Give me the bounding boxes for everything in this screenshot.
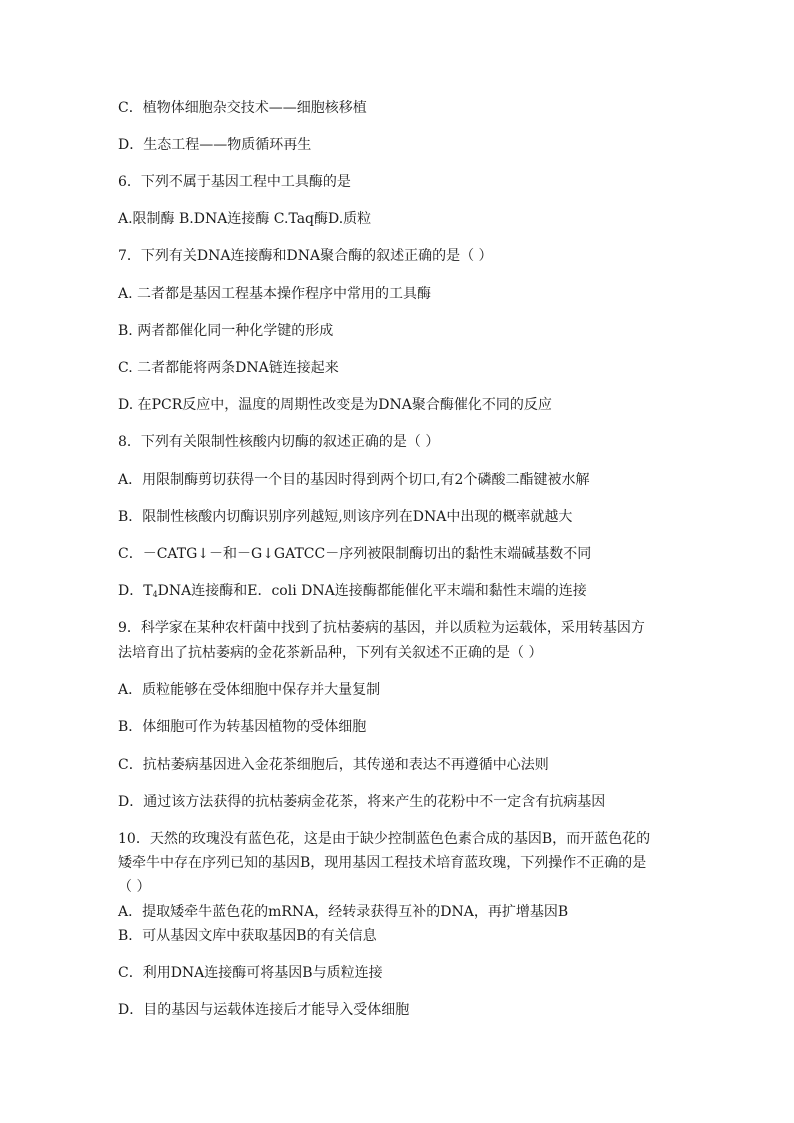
- option-5c: C．植物体细胞杂交技术——细胞核移植: [118, 100, 367, 116]
- option-8d-text: DNA连接酶和E．coli DNA连接酶都能催化平末端和黏性末端的连接: [157, 583, 587, 599]
- option-8c: C．－CATG↓－和－G↓GATCC－序列被限制酶切出的黏性末端碱基数不同: [118, 546, 592, 562]
- option-5d: D．生态工程——物质循环再生: [118, 137, 312, 153]
- option-7a: A. 二者都是基因工程基本操作程序中常用的工具酶: [118, 286, 432, 302]
- options-6: A.限制酶 B.DNA连接酶 C.Taq酶D.质粒: [118, 211, 372, 227]
- option-7d: D. 在PCR反应中，温度的周期性改变是为DNA聚合酶催化不同的反应: [118, 397, 552, 413]
- option-10b: B．可从基因文库中获取基因B的有关信息: [118, 928, 377, 944]
- question-10-line-1: 10．天然的玫瑰没有蓝色花，这是由于缺少控制蓝色色素合成的基因B，而开蓝色花的: [118, 831, 651, 847]
- option-10c: C．利用DNA连接酶可将基因B与质粒连接: [118, 965, 383, 981]
- option-8d-subscript: 4: [152, 590, 158, 599]
- question-9-line-2: 法培育出了抗枯萎病的金花茶新品种，下列有关叙述不正确的是（ ）: [118, 645, 543, 661]
- question-10-line-3: （ ）: [118, 879, 151, 895]
- option-10a: A．提取矮牵牛蓝色花的mRNA，经转录获得互补的DNA，再扩增基因B: [118, 904, 569, 920]
- question-6: 6．下列不属于基因工程中工具酶的是: [118, 174, 351, 190]
- question-8: 8．下列有关限制性核酸内切酶的叙述正确的是（ ）: [118, 434, 440, 450]
- option-9c: C．抗枯萎病基因进入金花茶细胞后，其传递和表达不再遵循中心法则: [118, 757, 549, 773]
- question-9-line-1: 9．科学家在某种农杆菌中找到了抗枯萎病的基因，并以质粒为运载体，采用转基因方: [118, 620, 645, 636]
- option-8d-prefix: D．T: [118, 583, 153, 599]
- option-10d: D．目的基因与运载体连接后才能导入受体细胞: [118, 1002, 410, 1018]
- option-8b: B．限制性核酸内切酶识别序列越短,则该序列在DNA中出现的概率就越大: [118, 509, 573, 525]
- option-8d: [118, 581, 587, 605]
- option-9d: D．通过该方法获得的抗枯萎病金花茶，将来产生的花粉中不一定含有抗病基因: [118, 794, 606, 810]
- option-8a: A．用限制酶剪切获得一个目的基因时得到两个切口,有2个磷酸二酯键被水解: [118, 472, 590, 488]
- option-9b: B．体细胞可作为转基因植物的受体细胞: [118, 719, 367, 735]
- question-10-line-2: 矮牵牛中存在序列已知的基因B，现用基因工程技术培育蓝玫瑰，下列操作不正确的是: [118, 855, 647, 871]
- option-9a: A．质粒能够在受体细胞中保存并大量复制: [118, 682, 381, 698]
- option-7b: B. 两者都催化同一种化学键的形成: [118, 323, 334, 339]
- option-7c: C. 二者都能将两条DNA链连接起来: [118, 360, 339, 376]
- question-7: 7．下列有关DNA连接酶和DNA聚合酶的叙述正确的是（ ）: [118, 248, 493, 264]
